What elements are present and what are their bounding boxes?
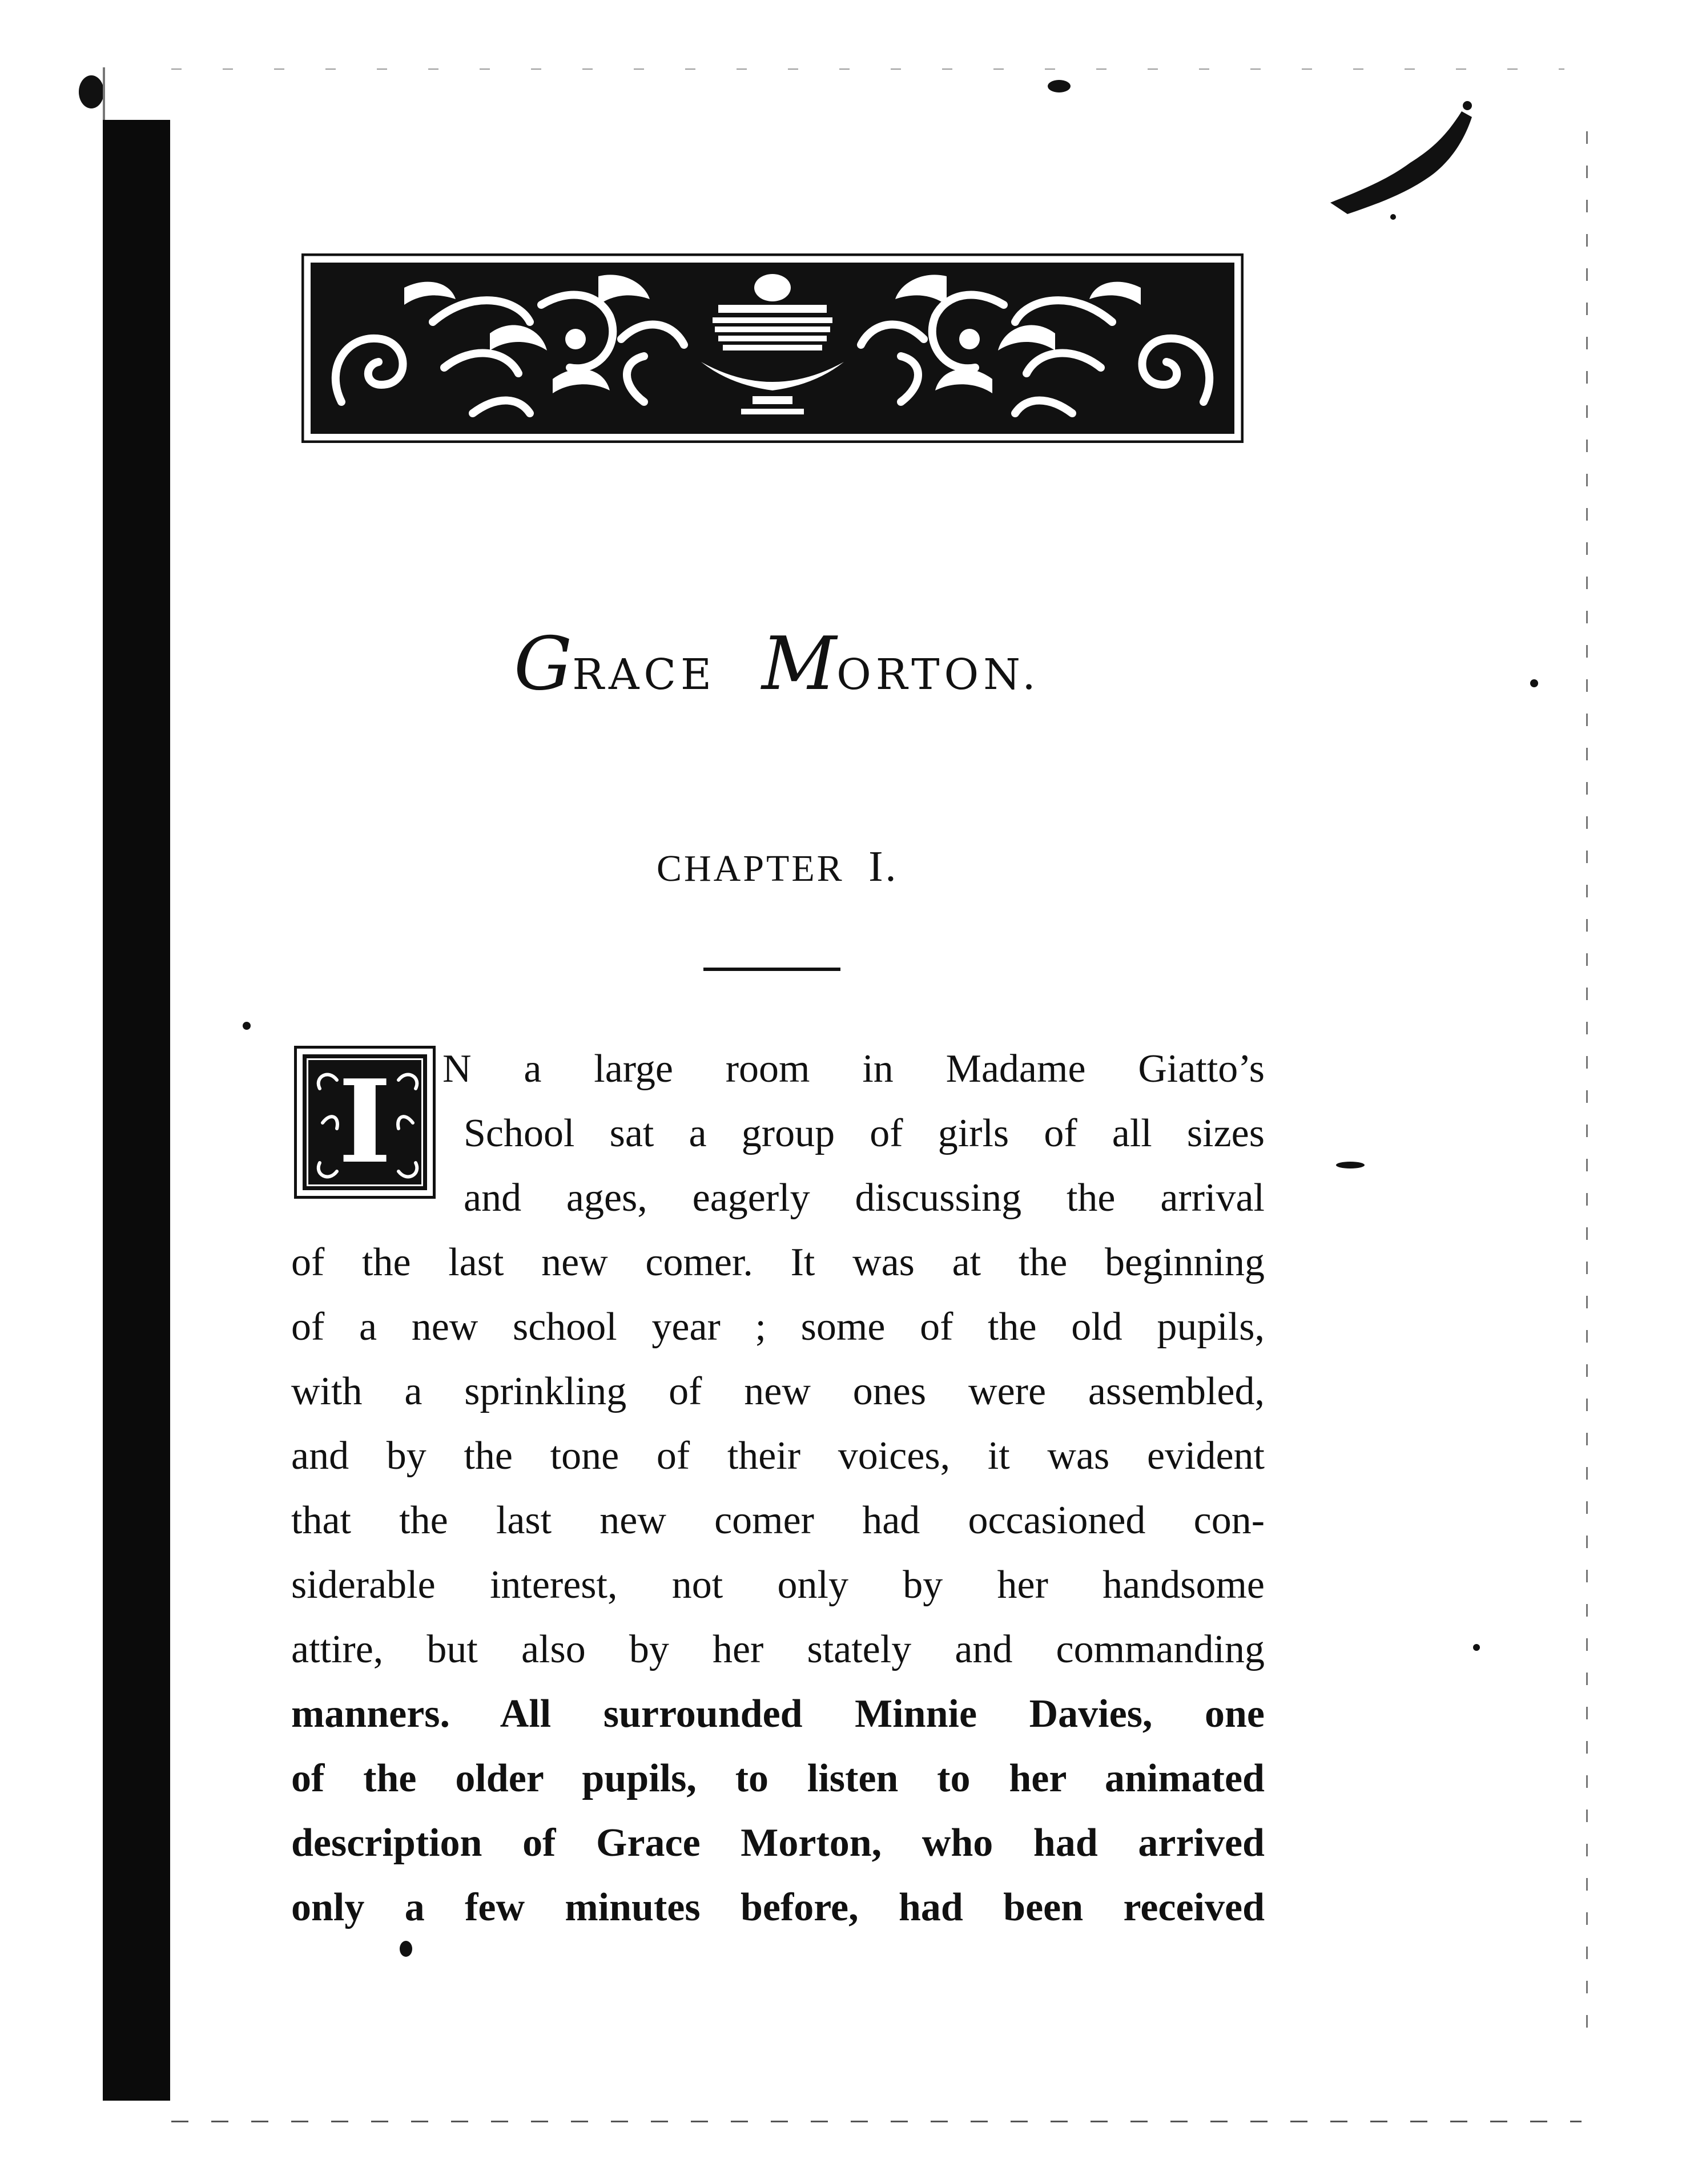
title-rest: RACE <box>572 650 717 699</box>
text-line: manners. All surrounded Minnie Davies, one <box>291 1692 1265 1736</box>
text-line: and ages, eagerly discussing the arrival <box>464 1176 1265 1220</box>
chapter-number: I. <box>868 843 899 890</box>
speck <box>1473 1644 1480 1651</box>
header-ornament <box>301 253 1244 443</box>
text-line: attire, but also by her stately and commanding <box>291 1627 1265 1671</box>
chapter-label: CHAPTER <box>657 848 844 889</box>
page-edge-right <box>1586 131 1588 2044</box>
page-edge-top <box>171 68 1564 70</box>
speck <box>1530 679 1538 687</box>
text-line: with a sprinkling of new ones were assembled, <box>291 1369 1265 1413</box>
title-word-morton <box>762 622 1040 707</box>
text-line: of the last new comer. It was at the beginning <box>291 1240 1265 1284</box>
text-line: of the older pupils, to listen to her animated <box>291 1756 1265 1800</box>
text-line: and by the tone of their voices, it was evident <box>291 1434 1265 1478</box>
text-line: only a few minutes before, had been received <box>291 1885 1265 1929</box>
text-line: siderable interest, not only by her handsome <box>291 1563 1265 1607</box>
text-line: that the last new comer had occasioned con- <box>291 1498 1265 1542</box>
chapter-rule <box>703 968 840 971</box>
speck <box>400 1941 412 1957</box>
page-edge-bottom <box>171 2121 1582 2122</box>
speck <box>1336 1162 1365 1168</box>
text-line: description of Grace Morton, who had arrived <box>291 1821 1265 1865</box>
drop-cap <box>294 1046 436 1199</box>
title-word-grace <box>514 622 717 707</box>
punch-hole <box>79 75 104 108</box>
book-title <box>514 622 1062 742</box>
binding-strip <box>103 120 170 2101</box>
text-line: of a new school year ; some of the old pupils, <box>291 1305 1265 1349</box>
title-initial: G <box>514 622 573 707</box>
drop-cap-letter: I <box>338 1055 392 1189</box>
text-line: School sat a group of girls of all sizes <box>464 1111 1265 1155</box>
ink-smudge <box>1325 94 1496 225</box>
text-line: N a large room in Madame Giatto’s <box>442 1047 1265 1091</box>
title-rest: ORTON. <box>836 650 1040 699</box>
speck <box>243 1022 251 1030</box>
speck <box>1048 80 1071 92</box>
binding-cap <box>103 67 172 120</box>
title-initial: M <box>762 622 837 707</box>
chapter-heading <box>657 842 1056 892</box>
